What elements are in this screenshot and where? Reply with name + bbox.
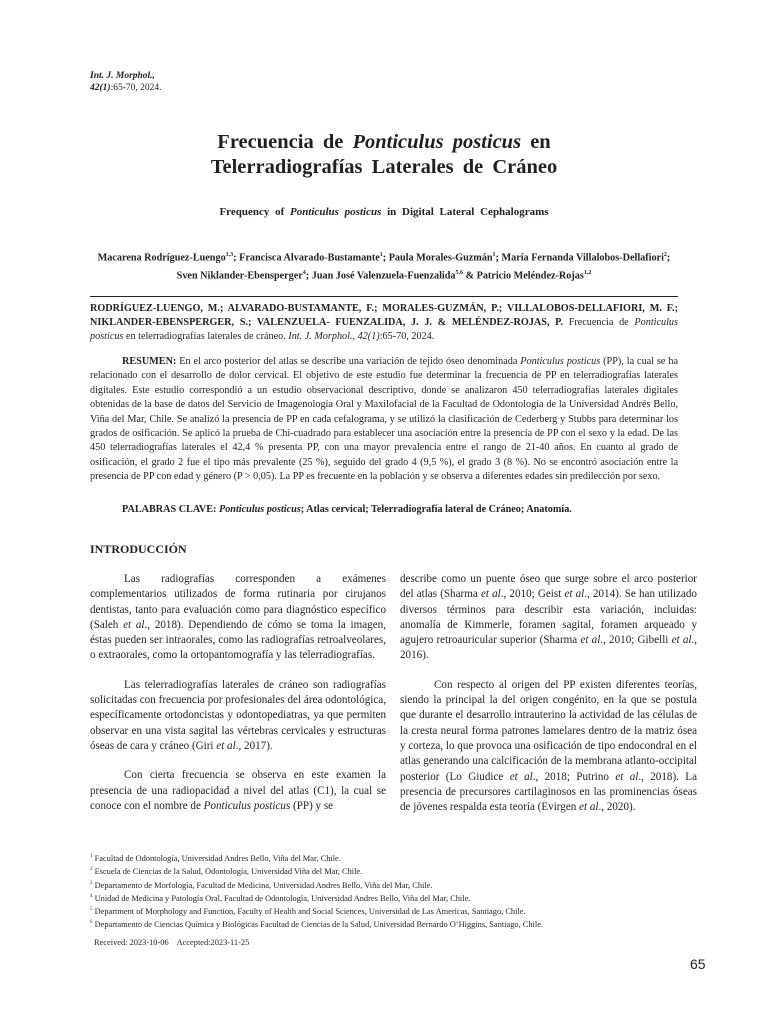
paragraph [90, 678, 386, 754]
keywords-label: PALABRAS CLAVE: [122, 504, 219, 515]
citation-pages: :65-70, 2024. [379, 331, 435, 342]
affiliation-marker: 4 [302, 269, 306, 276]
author-name: Macarena Rodríguez-Luengo [97, 252, 226, 264]
body-text: ., 2018; Putrino [532, 770, 616, 783]
body-text: describe como un puente óseo que surge sobre el arco posterior del atlas (Sharma [400, 573, 697, 601]
footnotes [90, 851, 690, 931]
keywords-text: ; Atlas cervical; Telerradiografía lateral de Cráneo; Anatomía. [300, 504, 572, 515]
abstract-text: (PP), la cual se ha relacionado con el desarrollo de dolor cervical. El objetivo de este estudio fue determinar la frecuencia de PP en telerradiografías laterales digitales. Este estudio correspondió a un estudio observacional descriptivo, donde se analizaron 450 telerradiografías laterales digitales obtenidas de la base de datos del Servicio de Imagenología Oral y Maxilofacial de la Facultad de Odontología de la Universidad Andrés Bello, Viña del Mar, Chile. Se analizó la presencia de PP en cada cefalograma, y se utilizó la clasificación de Cederberg y Stubbs para determinar los grados de osificación. Se aplicó la prueba de Chi-cuadrado para establecer una asociación entre la presencia de PP con el sexo y la edad. De las 450 telerradiografías laterales el 42,4 % presenta PP, con una mayor prevalencia entre el rango de 21-40 años. En cuanto al grado de osificación, el grado 2 fue el tipo más prevalente (25 %), seguido del grado 4 (9,5 %), el grado 3 (8 %). No se encontró asociación entre la presencia de PP con edad y género (P > 0,05). La PP es frecuente en la población y se observa a diferentes edades sin predilección por sexo. [90, 356, 679, 483]
affiliation-marker: 1,2 [583, 269, 592, 276]
footnote-number: 1 [90, 854, 93, 859]
body-italic: et al [580, 634, 601, 647]
body-text: Las telerradiografías laterales de cráneo son radiografías solicitadas con frecuencia por profesionales del área odontológica, específicamente ortodoncistas y odontopediatras, ya que permiten observar en una vista sagital las vértebras cervicales y estructuras óseas de cara y cráneo (Giri [90, 678, 386, 752]
body-italic: et al [615, 770, 639, 783]
footnote [90, 891, 690, 904]
affiliation-marker: 2 [663, 252, 667, 258]
journal-name: Int. J. Morphol., [90, 71, 155, 81]
divider [90, 296, 678, 297]
body-text: Con cierta frecuencia se observa en este examen la presencia de una radiopacidad a nivel del atlas (C1), la cual se conoce con el nombre de [90, 769, 386, 812]
affiliation-marker: 5,6 [455, 269, 464, 276]
footnote-text: Facultad de Odontología, Universidad Andres Bello, Viña del Mar, Chile. [92, 853, 341, 863]
body-italic: et al [480, 588, 501, 601]
affiliation-marker: 1 [379, 252, 383, 258]
title-text: Frecuencia de [217, 131, 353, 153]
column-left [90, 572, 386, 828]
body-text: ., 2018). Dependiendo de cómo se toma la imagen, éstas pueden ser intraorales, como las radiografías retroalveolares, o extraorales, como la ortopantomografía y las telerradiografías. [90, 618, 386, 662]
section-heading: INTRODUCCIÓN [90, 542, 187, 556]
body-italic: et al [564, 588, 585, 601]
footnote-text: Departamento de Ciencias Química y Biológicas Facultad de Ciencias de la Salud, Universidad Bernardo O’Higgins, Santiago, Chile. [92, 920, 544, 930]
footnote-text: Department of Morphology and Function, Faculty of Health and Social Sciences, Universidad de Las Americas, Santiago, Chile. [92, 906, 526, 916]
body-text: ., 2016). [400, 634, 697, 662]
footnote-number: 6 [90, 920, 93, 926]
journal-reference [90, 70, 162, 94]
body-italic: et al [509, 770, 533, 783]
paragraph [90, 572, 386, 664]
abstract-label: RESUMEN: [122, 356, 177, 367]
body-text: ., 2020). [598, 801, 636, 814]
author-name: ; Francisca Alvarado-Bustamante [233, 252, 380, 264]
english-title [90, 206, 678, 218]
footnote [90, 878, 690, 891]
paragraph [90, 768, 386, 814]
title-italic: Ponticulus posticus [352, 131, 522, 153]
subtitle-text: Frequency of [219, 206, 291, 218]
paragraph [400, 678, 697, 816]
paragraph [400, 572, 697, 664]
body-text: Las radiografías corresponden a exámenes complementarios utilizados de forma rutinaria por cirujanos dentistas, tanto para evaluación como para diagnóstico específico (Saleh [90, 573, 386, 631]
citation-authors: RODRÍGUEZ-LUENGO, M.; ALVARADO-BUSTAMANTE, F.; MORALES-GUZMÁN, P.; VILLALOBOS-DELLAFIORI, M. F.; NIKLANDER-EBENSPERGER, S.; VALENZUELA- FUENZALIDA, J. J. & MELÉNDEZ-ROJAS, P. [90, 303, 678, 328]
abstract-text: En el arco posterior del atlas se describe una variación de tejido óseo denominada [176, 356, 521, 367]
footnote [90, 851, 690, 864]
keywords-italic: Ponticulus posticus [218, 504, 301, 515]
subtitle-text: in Digital Lateral Cephalograms [381, 206, 549, 218]
citation-block [90, 302, 678, 344]
author-name: ; Juan José Valenzuela-Fuenzalida [305, 270, 456, 282]
title-text: en [521, 131, 551, 153]
footnote-number: 5 [90, 907, 93, 913]
citation-italic: Ponticulus posticus [90, 317, 678, 342]
column-right [400, 572, 697, 829]
body-italic: Ponticulus posticus [203, 799, 291, 812]
body-text: Con respecto al origen del PP existen diferentes teorías, siendo la principal la del origen congénito, en la que se postula que durante el desarrollo intrauterino la actividad de las células de la cresta neural forma patrones lamelares dentro de la matriz ósea y corteza, lo que provoca una osificación de tipo endocondral en el atlas generando una calcificación de la membrana atlanto-occipital posterior (Lo Giudice [400, 678, 697, 783]
body-italic: et al [216, 739, 236, 752]
body-italic: et al [671, 634, 692, 647]
journal-volume: 42(1) [90, 83, 111, 93]
footnote [90, 917, 690, 930]
abstract-italic: Ponticulus posticus [520, 356, 601, 367]
citation-journal: Int. J. Morphol., 42(1) [288, 331, 380, 342]
page-number: 65 [690, 956, 706, 972]
body-text: ., 2018). La presencia de precursores cartilaginosos en las prominencias óseas de jóvenes respalda esta teoría (Evirgen [400, 770, 697, 814]
received-dates: Received: 2023-10-06 Accepted:2023-11-25 [94, 938, 250, 947]
footnote-number: 3 [90, 880, 93, 886]
author-name: ; Paula Morales-Guzmán [382, 252, 493, 264]
footnote [90, 864, 690, 877]
journal-pages: :65-70, 2024. [110, 83, 162, 93]
body-italic: et al [579, 801, 599, 814]
citation-text: Frecuencia de [563, 317, 635, 328]
footnote-number: 4 [90, 893, 93, 899]
footnote-number: 2 [90, 867, 93, 873]
footnote-text: Escuela de Ciencias de la Salud, Odontología, Universidad Viña del Mar, Chile. [92, 867, 363, 877]
author-list [90, 248, 678, 284]
body-text: ., 2010; Gibelli [600, 634, 672, 647]
footnote-text: Departamento de Morfología, Facultad de Medicina, Universidad Andres Bello, Viña del Mar, Chile. [92, 880, 433, 890]
footnote [90, 904, 690, 917]
affiliation-marker: 1 [492, 252, 496, 258]
author-name: ; María Fernanda Villalobos-Dellafiori [495, 252, 664, 264]
affiliation-marker: 1,3 [225, 252, 234, 258]
body-italic: et al [123, 618, 145, 631]
body-text: (PP) y se [290, 799, 334, 812]
body-text: ., 2010; Geist [500, 588, 565, 601]
subtitle-italic: Ponticulus posticus [290, 206, 382, 218]
citation-text: en telerradiografías laterales de cráneo. [123, 331, 289, 342]
title-line-2: Telerradiografías Laterales de Cráneo [210, 156, 558, 178]
abstract [90, 355, 678, 485]
footnote-text: Unidad de Medicina y Patología Oral, Facultad de Odontología, Universidad Andres Bello, Viña del Mar, Chile. [92, 893, 471, 903]
body-text: ., 2014). Se han utilizado diversos términos para describir esta variación, incluidas: anomalía de Kimmerle, foramen sagital, foramen arqueado y agujero retroauricular superior (Sharma [400, 588, 697, 647]
paper-title [90, 130, 678, 180]
author-name: ; Sven Niklander-Ebensperger [176, 252, 671, 282]
author-name: & Patricio Meléndez-Rojas [463, 270, 584, 282]
body-text: ., 2017). [235, 739, 273, 752]
keywords [90, 504, 678, 515]
